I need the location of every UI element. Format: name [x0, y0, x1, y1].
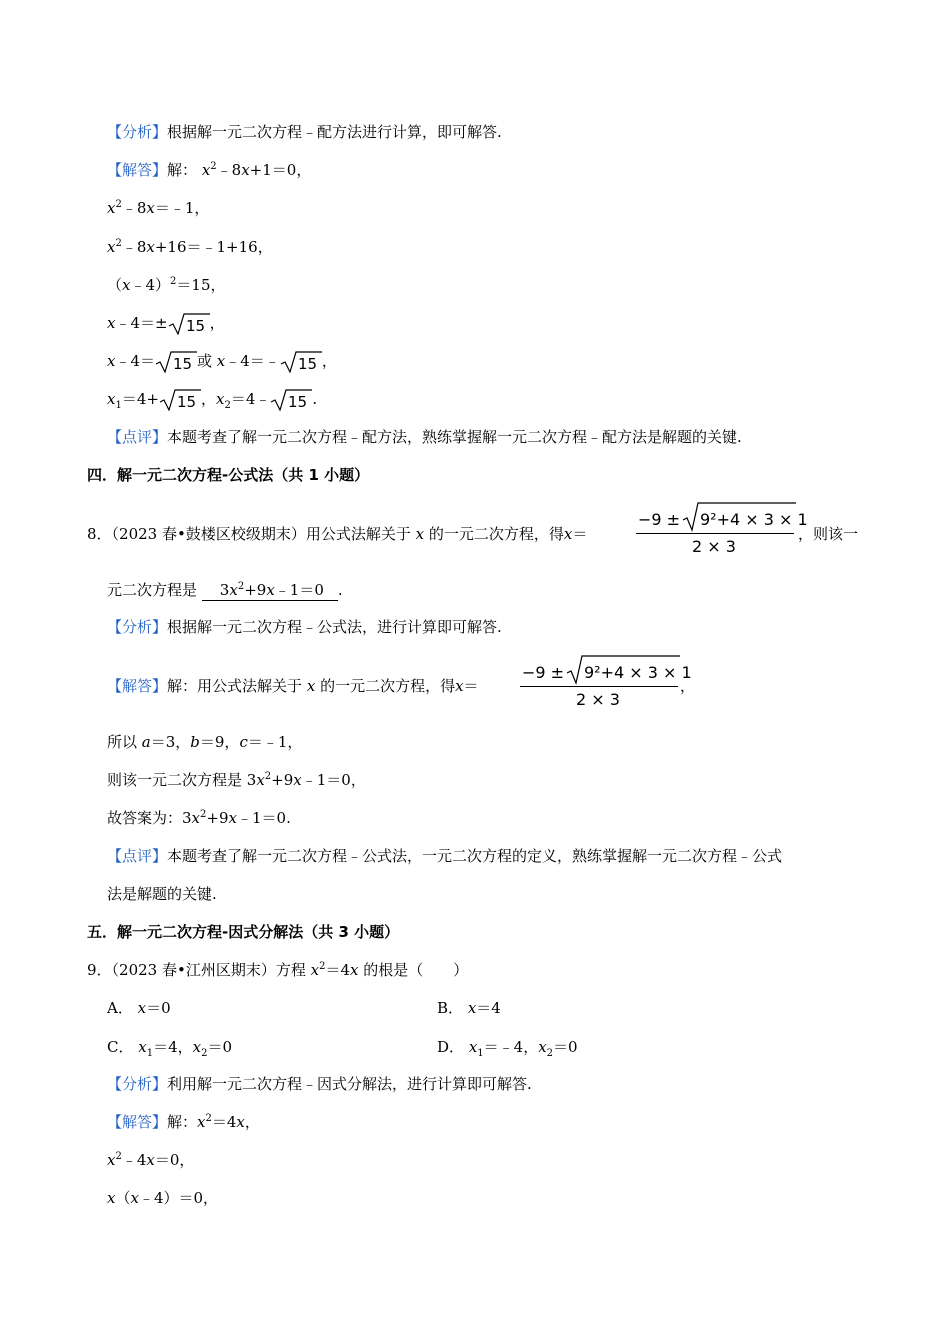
q9-s2-math: $x^2﹣4x=0$， [107, 1151, 195, 1169]
q8-solution-fraction [520, 655, 692, 713]
option-a[interactable] [107, 998, 171, 1018]
var-x: x [306, 677, 316, 695]
svg-text:15: 15 [176, 393, 197, 411]
sqrt-sign [155, 351, 197, 373]
q8-s3-math: 则该一元二次方程是 $3x^2+9x﹣1=0$， [107, 771, 366, 789]
q7-analysis [107, 122, 502, 142]
q7-step2 [107, 198, 209, 218]
var-x: x [455, 677, 464, 695]
q8-stem-line2-text: 元二次方程是 [107, 581, 198, 599]
option-b-math: x＝4 [467, 999, 501, 1017]
sqrt-sign [168, 313, 210, 335]
q9-stem-b: 的根是（ ） [363, 961, 469, 979]
q7-step4-math: （x﹣4）$^2$＝15， [107, 276, 226, 294]
analysis-tag: 【分析】 [107, 618, 168, 636]
answer-blank: $3x^2+9x﹣1=0$ [202, 580, 338, 601]
sqrt-sign [159, 389, 201, 411]
var-x: x [415, 525, 425, 543]
question-number: 9． [87, 961, 112, 979]
sqrt-sign [270, 389, 312, 411]
option-b-label: B． [437, 999, 464, 1017]
svg-text:15: 15 [297, 355, 317, 373]
solution-tag: 【解答】 [107, 677, 168, 695]
q7-step3-math: $x^2﹣8x+16=﹣1+16$， [107, 238, 273, 256]
q8-stem-b: 的一元二次方程，得 [428, 525, 564, 543]
fraction-numerator-prefix: −9 ± [638, 510, 681, 529]
q8-s2-math: 所以 a＝3，b＝9，c＝﹣1， [107, 733, 303, 751]
q9-s3-math: x（x﹣4）＝0， [107, 1189, 219, 1207]
q7-step6-math: x﹣4＝ 15 或 x﹣4＝﹣ 15 ， [107, 352, 337, 373]
q9-s3 [107, 1188, 218, 1208]
analysis-text: 根据解一元二次方程﹣公式法，进行计算即可解答. [167, 618, 502, 636]
svg-text:15: 15 [288, 393, 308, 411]
solution-text-a: 解：用公式法解关于 [167, 677, 303, 695]
solution-text-b: 的一元二次方程，得 [320, 677, 456, 695]
q8-s2 [107, 732, 302, 752]
analysis-text: 根据解一元二次方程﹣配方法进行计算，即可解答. [167, 123, 502, 141]
q9-stem [87, 960, 468, 980]
q8-review [107, 846, 782, 866]
review-line1: 本题考查了解一元二次方程﹣公式法，一元二次方程的定义，熟练掌握解一元二次方程﹣公式 [167, 847, 783, 865]
q7-step5-math: x﹣4＝± 15 ， [107, 314, 225, 335]
section-title: 五．解一元二次方程-因式分解法（共 3 小题） [87, 923, 400, 941]
q8-analysis [107, 617, 502, 637]
q8-stem-fraction [636, 502, 808, 560]
q7-step4 [107, 275, 226, 295]
q7-step1-math: $x^2﹣8x+1=0$， [201, 161, 312, 179]
solution-tag: 【解答】 [107, 161, 168, 179]
question-number: 8． [87, 525, 112, 543]
q7-step3 [107, 237, 273, 257]
question-source: （2023 春•鼓楼区校级期末） [111, 525, 306, 543]
fraction-numerator-prefix: −9 ± [522, 663, 565, 682]
option-a-math: x＝0 [137, 999, 171, 1017]
q8-stem-a: 用公式法解关于 [305, 525, 411, 543]
q9-analysis [107, 1074, 532, 1094]
q7-step7-math: $x_1=4+$ 15 ，$x_2=4﹣$ 15 . [107, 390, 318, 411]
q7-review [107, 427, 742, 447]
q9-solution [107, 1112, 260, 1132]
q8-s3 [107, 770, 366, 790]
sqrt-sign [280, 351, 322, 373]
fraction-denominator: 2 × 3 [576, 690, 620, 709]
comma: ， [680, 677, 696, 695]
q7-solution-line [107, 160, 311, 180]
q7-step2-math: $x^2﹣8x=﹣1$， [107, 199, 210, 217]
option-d[interactable] [437, 1037, 578, 1057]
review-text: 本题考查了解一元二次方程﹣配方法，熟练掌握解一元二次方程﹣配方法是解题的关键. [167, 428, 742, 446]
review-tag: 【点评】 [107, 428, 168, 446]
q8-s4-math: 故答案为：$3x^2+9x﹣1=0$. [107, 809, 291, 827]
analysis-tag: 【分析】 [107, 123, 168, 141]
q8-stem-c: ，则该一 [798, 525, 859, 543]
q8-s4 [107, 808, 291, 828]
q8-solution: 【解答】解：用公式法解关于 x 的一元二次方程，得x＝ [107, 677, 479, 695]
q9-s2 [107, 1150, 194, 1170]
section-title: 四．解一元二次方程-公式法（共 1 小题） [87, 466, 370, 484]
question-source: （2023 春•江州区期末） [111, 961, 276, 979]
q9-s1-math: $x^2=4x$， [197, 1113, 260, 1131]
option-c[interactable] [107, 1037, 232, 1057]
q7-step7 [107, 389, 317, 411]
option-a-label: A． [107, 999, 133, 1017]
solution-tag: 【解答】 [107, 1113, 168, 1131]
q9-equation: $x^2=4x$ [310, 961, 359, 979]
fraction-denominator: 2 × 3 [692, 537, 736, 556]
period: . [337, 581, 343, 599]
solution-intro: 解： [167, 161, 198, 179]
option-c-math: $x_1=4$，$x_2=0$ [138, 1038, 233, 1059]
q7-step6 [107, 351, 337, 373]
q8-stem-line2 [107, 580, 343, 601]
analysis-text: 利用解一元二次方程﹣因式分解法，进行计算即可解答. [167, 1075, 532, 1093]
q9-stem-a: 方程 [275, 961, 306, 979]
option-c-label: C． [107, 1038, 134, 1056]
fraction-bar [636, 533, 794, 534]
svg-text:15: 15 [185, 317, 205, 335]
q7-step5 [107, 313, 225, 335]
fraction-numerator-radicand: 9²+4 × 3 × 1 [584, 663, 692, 682]
q8-review-line2: 法是解题的关键. [107, 885, 217, 903]
analysis-tag: 【分析】 [107, 1075, 168, 1093]
fraction-numerator-radicand: 9²+4 × 3 × 1 [700, 510, 808, 529]
fraction-bar [520, 686, 678, 687]
var-x: x [563, 525, 573, 543]
svg-text:15: 15 [173, 355, 193, 373]
review-tag: 【点评】 [107, 847, 168, 865]
option-b[interactable] [437, 998, 501, 1018]
option-d-math: $x_1=﹣4$，$x_2=0$ [468, 1038, 578, 1059]
solution-intro: 解： [167, 1113, 198, 1131]
option-d-label: D． [437, 1038, 465, 1056]
q8-stem: 8．（2023 春•鼓楼区校级期末）用公式法解关于 x 的一元二次方程，得x＝ [87, 525, 588, 543]
